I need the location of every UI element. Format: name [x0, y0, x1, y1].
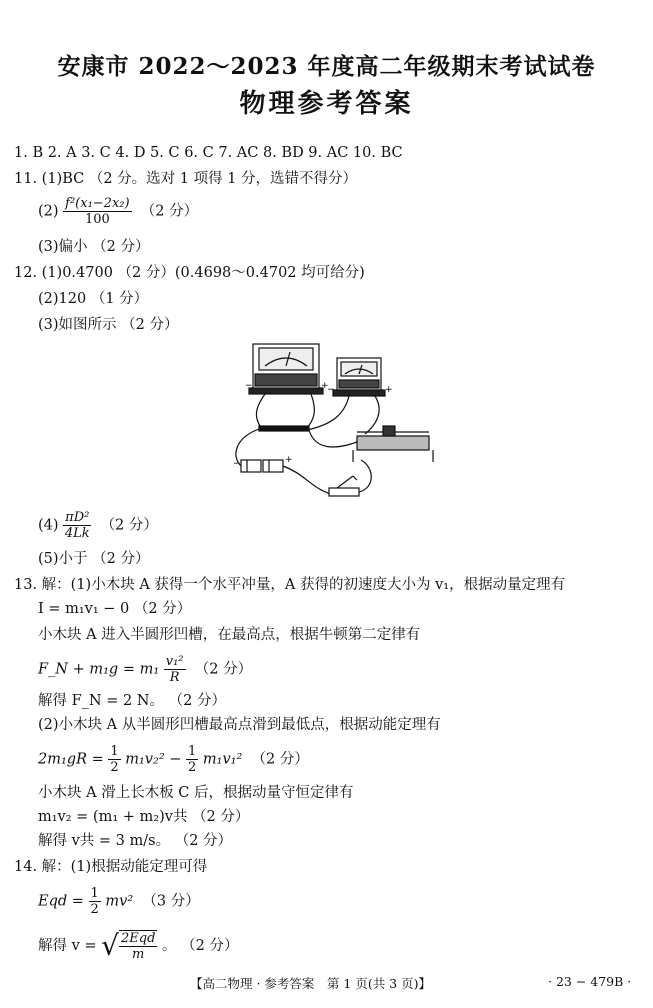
wire [359, 460, 371, 492]
q12-part1: 12. (1)0.4700 （2 分）(0.4698～0.4702 均可给分) [14, 265, 365, 281]
q12-part3: (3)如图所示 （2 分） [38, 317, 179, 333]
answer-key-title: 物理参考答案 [239, 89, 414, 119]
switch-icon [329, 476, 359, 496]
q13-text3: (2)小木块 A 从半圆形凹槽最高点滑到最低点，根据动能定理有 [38, 717, 441, 733]
q13-eq4: m₁v₂ = (m₁ + m₂)v共 （2 分） [38, 809, 250, 825]
wire [365, 396, 379, 434]
q12-fraction: $\frac{\text{πD²}}{4Lk}$ [64, 510, 90, 541]
q14-solution: 解得 v = √ $\frac{\text{2Eqd}}{m}$ 。 （2 分） [38, 929, 239, 962]
wire [283, 466, 331, 494]
half-fraction: $\frac{1}{2}$ [188, 744, 197, 775]
wire [309, 430, 357, 447]
mc-answers: 1. B 2. A 3. C 4. D 5. C 6. C 7. AC 8. BD 9. AC 10. BC [14, 145, 403, 161]
voltmeter-plus-label: + [321, 381, 329, 391]
resistor-wire-icon [259, 426, 309, 431]
q11-part3: (3)偏小 （2 分） [38, 239, 150, 255]
footer-page-info: 【高二物理 · 参考答案 第 1 页(共 3 页)】 [190, 976, 431, 991]
q11-part1: 11. (1)BC （2 分。选对 1 项得 1 分，选错不得分） [14, 171, 358, 187]
circuit-diagram [225, 338, 445, 506]
q13-intro: 13. 解：(1)小木块 A 获得一个水平冲量，A 获得的初速度大小为 v₁，根据动量定理有 [14, 577, 566, 593]
half-fraction: $\frac{1}{2}$ [90, 886, 99, 917]
q13-eq3: 2m₁gR = $\frac{1}{2}$ m₁v₂² − $\frac{1}{2}$ m₁v₁² （2 分） [38, 744, 309, 775]
q13-sol1: 解得 F_N = 2 N。 （2 分） [38, 693, 226, 709]
exam-title: 安康市 2022～2023 年度高二年级期末考试试卷 [57, 53, 596, 80]
q12-part5: (5)小于 （2 分） [38, 551, 150, 567]
voltmeter-minus-label: − [245, 381, 253, 391]
q13-text2: 小木块 A 进入半圆形凹槽，在最高点，根据牛顿第二定律有 [38, 627, 421, 643]
battery-minus-label: − [233, 459, 241, 469]
q14-eq1: Eqd = $\frac{1}{2}$ mv² （3 分） [38, 886, 200, 917]
wire [256, 394, 265, 430]
q14-intro: 14. 解：(1)根据动能定理可得 [14, 859, 208, 875]
ammeter-plus-label: + [385, 385, 393, 395]
q13-text4: 小木块 A 滑上长木板 C 后，根据动量守恒定律有 [38, 785, 354, 801]
q13-eq1: I = m₁v₁ − 0 （2 分） [38, 601, 192, 617]
q13-eq2: F_N + m₁g = m₁ $\frac{\text{v₁²}}{R}$ （2 分） [38, 654, 253, 685]
q11-part2: (2) $\frac{\text{f²(x₁−2x₂)}}{100}$ （2 分） [38, 196, 199, 227]
battery-plus-label: + [285, 455, 293, 465]
q11-fraction: $\frac{\text{f²(x₁−2x₂)}}{100}$ [65, 196, 130, 227]
q12-part4: (4) $\frac{\text{πD²}}{4Lk}$ （2 分） [38, 510, 158, 541]
wire [305, 394, 314, 430]
sqrt-expression: √ $\frac{\text{2Eqd}}{m}$ [101, 929, 156, 962]
q13-sol2: 解得 v共 = 3 m/s。 （2 分） [38, 833, 233, 849]
half-fraction: $\frac{1}{2}$ [110, 744, 119, 775]
ammeter-minus-label: − [327, 385, 335, 395]
rheostat-icon [353, 426, 433, 462]
q13-eq2-fraction: $\frac{\text{v₁²}}{R}$ [165, 654, 184, 685]
battery-icon [241, 460, 283, 472]
voltmeter-icon [249, 344, 323, 394]
ammeter-icon [333, 358, 385, 396]
q12-part2: (2)120 （1 分） [38, 291, 149, 307]
footer-code: · 23 − 479B · [548, 974, 632, 989]
